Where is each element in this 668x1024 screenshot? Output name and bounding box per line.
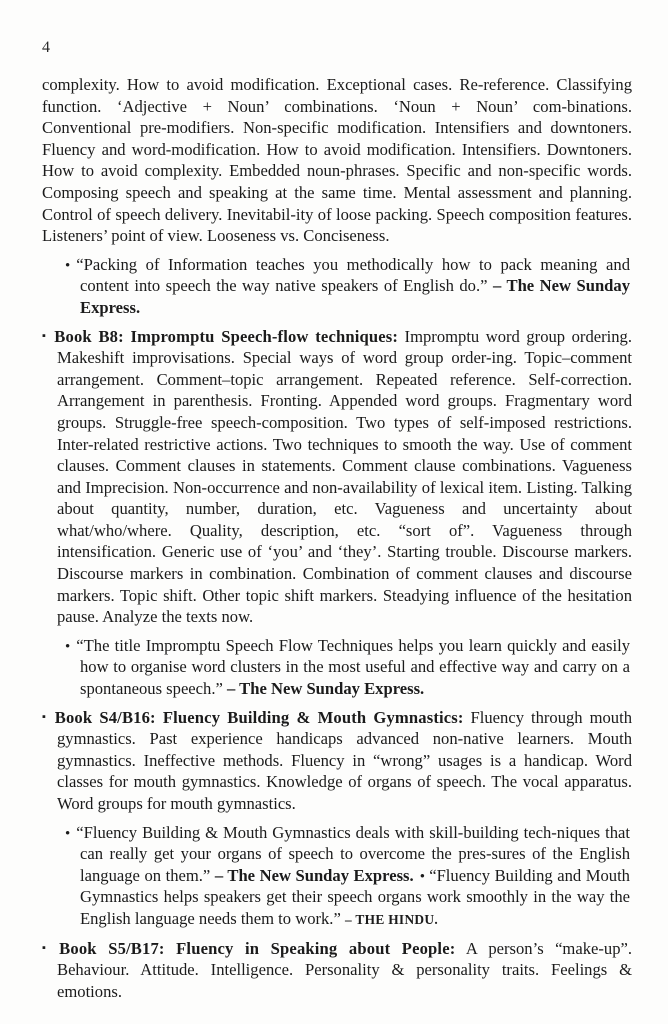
book-entry-title: Book S4/B16: Fluency Building & Mouth Gymnastics: [54,707,464,727]
bullet-icon: • [65,825,71,842]
quote-dash: – [214,865,228,885]
quote-text: “Fluency Building & Mouth Gymnastics deals with skill-building tech-niques that can really get your organs of speech to overcome the pres-sures of the English language on them.” [76,822,630,885]
quote-dash: – [493,276,507,296]
quote-source: The New Sunday Express. [80,276,630,317]
book-entry-body: Impromptu word group ordering. Makeshift improvisations. Special ways of word group order-ing. Topic–comment arrangement. Comment–topic arrangement. Repeated reference. Self-correction. Arrangement in parenthesis. Fronting. Appended word groups. Fragmentary word groups. Struggle-free speech-composition. Two types of self-imposed restrictions. Inter-related restrictive actions. Two techniques to smooth the way. Use of comment clauses. Comment clauses in statements. Comment clause combinations. Vagueness and Imprecision. Non-occurrence and non-availability of lexical item. Listing. Talking about quantity, number, duration, etc. Vagueness and uncertainty about what/who/where. Quality, description, etc. “sort of”. Vagueness through intensification. Generic use of ‘you’ and ‘they’. Starting trouble. Discourse markers. Discourse markers in combination. Combination of comment clauses and discourse markers. Topic shift. Other topic shift markers. Steadying influence of the hesitation pause. Analyze the texts now. [57,326,632,627]
square-bullet-icon: ▪ [42,711,49,724]
quote-text: “The title Impromptu Speech Flow Techniques helps you learn quickly and easily how to organise word clusters in the most useful and effective way and carry on a spontaneous speech.” [76,635,630,699]
continued-paragraph-text: complexity. How to avoid modification. Exceptional cases. Re-reference. Classifying function. ‘Adjective + Noun’ combinations. ‘Noun + Noun’ com-binations. Conventional pre-modifiers. Non-specific modification. Intensifiers and downtoners. Fluency and word-modification. How to avoid modification. Intensifiers. Downtoners. How to avoid complexity. Embedded noun-phrases. Specific and non-specific words. Composing speech and speaking at the same time. Mental assessment and planning. Control of speech delivery. Inevitabil-ity of loose packing. Speech composition features. Listeners’ point of view. Looseness vs. Conciseness. [42,75,632,246]
quote-source-secondary: THE HINDU. [355,911,439,927]
page-number: 4 [42,39,51,56]
book-entry [42,326,632,628]
book-entry-title: Book B8: Impromptu Speech-flow techniques: [54,326,399,346]
book-entry-body: Fluency through mouth gymnastics. Past experience handicaps advanced non-native learners. Mouth gymnastics. Ineffective methods. Fluency in “wrong” usages is a handicap. Word classes for mouth gymnastics. Knowledge of organs of speech. The vocal apparatus. Word groups for mouth gymnastics. [57,707,632,813]
quote-dash: – [227,679,240,699]
book-entry [42,938,632,1003]
quote-block [42,254,632,319]
continued-paragraph [42,74,632,247]
square-bullet-icon: ▪ [42,330,49,343]
quote-text-secondary: “Fluency Building and Mouth Gymnastics helps speakers get their speech organs work smoothly in the way the English language needs them to work.” [80,865,630,928]
book-entry-body: A person’s “make-up”. Behaviour. Attitude. Intelligence. Personality & personality traits. Feelings & emotions. [57,938,633,1001]
bullet-icon: • [65,638,71,655]
book-entry [42,707,632,815]
square-bullet-icon: ▪ [42,942,54,955]
quote-block [42,635,632,700]
quote-block [42,822,632,931]
bullet-icon: • [65,257,71,274]
quote-text: “Packing of Information teaches you methodically how to pack meaning and content into speech the way native speakers of English do.” [76,254,630,296]
page-content [42,74,632,1002]
quote-source: The New Sunday Express. [239,679,425,699]
quote-dash-secondary: – [344,911,356,927]
book-entry-title: Book S5/B17: Fluency in Speaking about People: [59,938,456,958]
quote-source: The New Sunday Express. [227,865,414,885]
inline-bullet-separator-icon: • [415,868,430,885]
